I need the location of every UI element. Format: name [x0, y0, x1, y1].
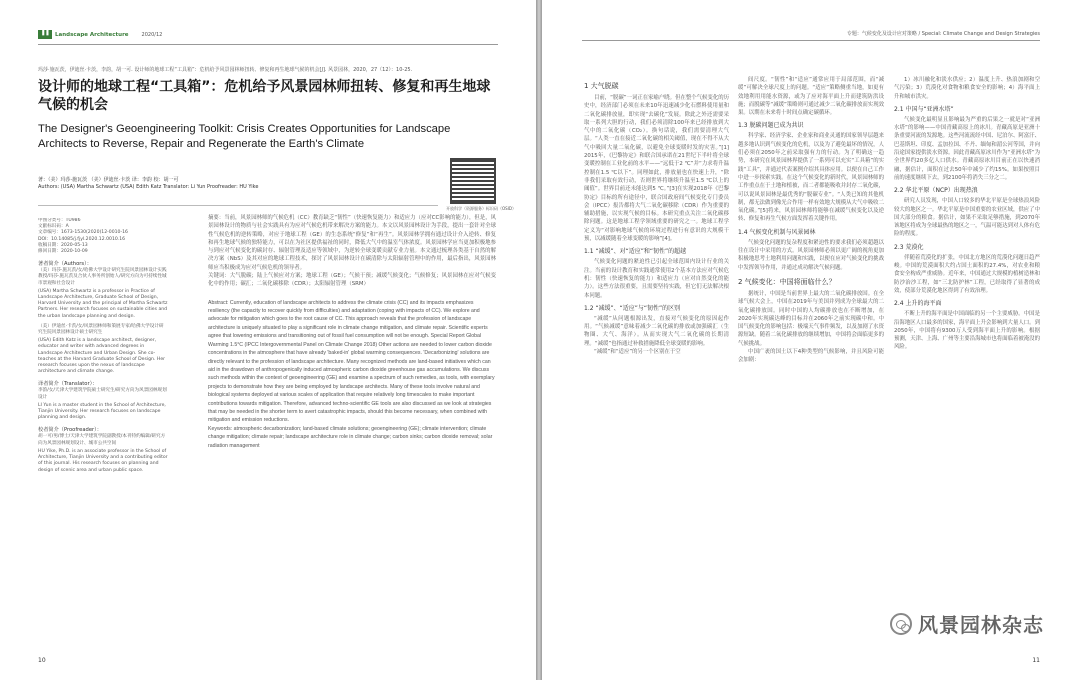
body-paragraph: 间尺度。“韧性”和“适应”通常应用于局部范围，而“减缓”可解决全球尺度上的问题。“适应”策略侧重当地，如更有效地利用用能水资源，或为了应对海平面上升而建筑防洪设施；而脱碳等“减缓”策略则可通过减少二氧化碳排放而实现效果。以期在未来将十时间点确定碳循环。 [738, 77, 884, 117]
translator-bio-zh: 李韵/女/天津大学建筑学院硕士研究生/研究方向为风景园林规划设计 [38, 388, 167, 400]
body-paragraph: 气候变化问题的紧迫性已引起全球范围内设计行业的关注。当前的设计教育和实践通常使用2个基本方法应对气候危机：韧性（快速恢复的能力）和适应力（应对自然变化的能力）。这些方法很重要，且需要坚持实践，但它们无法解决根本问题。 [584, 259, 729, 299]
article-sidebar [38, 218, 168, 648]
body-column-1 [584, 76, 729, 648]
abstract-zh: 摘要：当前，风景园林师的气候危机（CC）教育缺乏“韧性”（快速恢复能力）和适应力（应对CC影响的能力），但是，风景园林设计的物质与社会实践具有为应对气候危机带来解决方案的能力。本文以风景园林设计为手段，提出一套针对全球性气候危机的逆转策略，对应于地球工程（GE）的生态系统“修复”和“再生”。风景园林学拥有通过设计介入逆转、修复和再生地球气候的独特能力，可以在为社区提供福祉的同时，降低大气中的温室气体浓度。风景园林学应当更加积极地参与到应对气候变化的碳封存、辐射管理及适应等领域中，为逆转全球变暖贡献专业力量。本文通过梳理各类基于自然的解决方案（NbS）及其对应的地球工程技术，探讨了风景园林设计在碳清除与太阳辐射管理中的作用，最后指出，风景园林师应当积极成为应对气候危机的领导者。 [208, 215, 496, 271]
author1-bio-zh: （美）玛莎·施瓦茨/女/哈佛大学设计研究生院风景园林设计实践教授/玛莎·施瓦茨及合伙人事务所创始人/研究方向为可持续性城市景观和社会设计 [38, 268, 167, 286]
article-meta-item: 收稿日期：2020-05-13 [38, 242, 88, 248]
journal-logo [38, 30, 162, 39]
title-rule [38, 205, 438, 206]
article-meta-item: DOI：10.14085/j.fjyl.2020.12.0010.16 [38, 236, 126, 242]
subsection-heading: 2.3 荒漠化 [894, 243, 924, 251]
article-meta-item: 文献标识码：A [38, 224, 69, 230]
body-paragraph: 气候变化问题的复杂程度和紧迫性的要求我们必须超越以往在设计中采用的方式。风景园林师必须以更广阔的视角更加积极地思考土地利用问题和实践，以便在应对气候变化的挑战中发挥领导作用，并通过成功解决气候问题。 [738, 239, 884, 271]
keywords-en: Keywords: atmospheric decarbonization; land-based climate solutions; geoengineering (GE); climate intervention; climate change mitigation; climate repair; landscape architecture role in climate change; carbon sinks; carbon dioxide removal; solar radiation management [208, 425, 493, 449]
qr-caption: 开放科学（资源服务）标识码（OSID） [446, 206, 516, 211]
subsection-heading: 2.4 上升的海平面 [894, 300, 942, 308]
wechat-watermark [890, 609, 1044, 638]
running-header: 专题：气候变化及设计应对策略 / Special: Climate Change and Design Strategies [846, 31, 1040, 37]
body-paragraph: 科学家、经济学家、企业家和商业灵通的国家领导层越来越多地认识到气候变化的危机，以及为了避免最坏的情况，人们必须在2050年之前采取强有力的行动。为了明确这一趋势，本研究在风景园林界提供了一系列可以充实“工具箱”的实践“工具”，并通过代表案例介绍其具体应用。以便在自己工作中进一步探索实践。在这个气候变化的新时代，风景园林师的工作重点在于土地和植被，而二者都能吸收并封存二氧化碳，可以说风景园林是最优秀的“脱碳专业”。“人类已知的其他机制，都无法做到像光合作用一样有效地大规模从大气中吸收二氧化碳。”[5]将来，风景园林师将能够在减缓气候变化以及逆转、修复和再生气候方面发挥着关键作用。 [738, 133, 884, 223]
subsection-heading: 1.3 脱碳问题已成为共识 [738, 122, 804, 130]
translator-bio-en: LI Yun is a master student in the School of Architecture, Tianjin University. Her research focuses on landscape planning and design. [38, 402, 166, 421]
body-paragraph: “减缓”从问题根源出发，直接对气候变化的原因起作用。“气候减缓”意味着减少二氧化碳的排放或加强碳汇（生物圈、大气、海洋）。从而实现大气二氧化碳的长期清理。“减缓”也指通过补救措施降低全球变暖的影响。 [584, 315, 729, 347]
citation-line: 玛莎·施瓦茨，伊迪丝·卡茨，李韵，胡一可. 设计师的地球工程“工具箱”：危机给予风景园林师扭转、修复和再生地球气候的机会[J]. 风景园林，2020，27（12）：10-25. [38, 67, 413, 73]
journal-name: Landscape Architecture [55, 31, 129, 38]
keywords-zh: 关键词：大气脱碳；陆上气候应对方案；地球工程（GE）；气候干预；减缓气候变化；气候修复；风景园林在应对气候变化中的作用；碳汇；二氧化碳移除（CDR）；太阳辐射管理（SRM） [208, 273, 496, 288]
proofreader-bio-en: HU Yike, Ph.D. is an associate professor in the School of Architecture, Tianjin University and a contributing editor of this journal. His research focuses on planning and design of scenic area and urban public space. [38, 448, 168, 473]
body-paragraph: 中国广袤的国土以下4种类型的气候影响，并且风险可能会加剧： [738, 349, 884, 364]
body-column-2 [738, 76, 884, 648]
header-rule-right [582, 40, 1040, 41]
translator-heading: 译者简介（Translator）： [38, 381, 98, 388]
authors-en: Authors: (USA) Martha Schwartz (USA) Edith Katz Translator: Li Yun Proofreader: HU Yike [38, 184, 259, 190]
watermark-text: 风景园林杂志 [918, 613, 1044, 637]
right-page [542, 0, 1080, 680]
article-meta-item: 文章编号：1673-1530(2020)12-0010-16 [38, 230, 128, 236]
article-meta-item: 中图分类号：TU986 [38, 218, 81, 223]
abstract-block [208, 214, 496, 654]
body-paragraph: 1）冰川融化和淡水供应；2）温度上升、热浪加剧和空气污染；3）荒漠化对食物和粮食安全的影响；4）海平面上升和城市洪灾。 [894, 77, 1040, 100]
body-paragraph: 目前，“脱碳”一词正在家喻户晓。但在整个气候变化的历史中，经济部门必须在未来10年迅速减少化石燃料使用量和二氧化碳排放量，即实现“去碳化”发展。除此之外还需要采取一系列大胆的行动，我们必须清除100年来已经排放到大气中的二氧化碳（CO₂）。换句话说，我们需要清理大气层。“人类一直在接近二氧化碳的相关阈值，现在不得不从大气中吸回大量二氧化碳，以避免全球变暖时发的灾害。”[1] 2015年，《巴黎协定》和联合国承诺在21世纪下半叶将全球变暖控制在工业化前的水平——“远低于2 ℃”并“力求将升温控制在1.5 ℃以下”。同理如此，排放量也在快速上升，“除非我们采取有效行动，否则世界将继续升温至1.5 ℃以上的阈值”。世界目前还未能达到5 ℃。”[3]在实现2018年《巴黎协定》目标的所有途径中，联合国政府间气候变化专门委员会（IPCC）报告都将大气二氧化碳移除（CDR）作为重要的辅助措施，以实现气候的目标。本研究重点关注二氧化碳移除问题。这是地球工程学领域重要的研究之一。地球工程学定义为“对影响地球气候的环境过程进行有意识的大规模干预，以减缓随着全球变暖的影响”[4]。 [584, 95, 729, 243]
body-paragraph: “减缓”和“适应”的另一个区别在于空 [594, 349, 681, 356]
journal-logo-icon [38, 30, 52, 39]
subsection-heading: 1.4 气候变化机制与风景园林 [738, 228, 816, 236]
proofreader-heading: 校者简介（Proofreader）： [38, 427, 102, 434]
subsection-heading: 1.2 “减缓”、“适应”与“韧性”的区别 [584, 304, 681, 312]
body-paragraph: 研究人员发现，中国人口较多的华北平原是全球热浪风险较大的地区之一。华北平原是中国重要的农业区域，供应了中国大部分的粮食。据估计，如果不采取足够措施，到2070年该地区将成为全球最热的地区之一，气温可能达到对人体有危险的程度。 [894, 198, 1040, 238]
title-en: The Designer's Geoengineering Toolkit: Crisis Creates Opportunities for Landscape Architects to Reverse, Repair and Regenerate the Earth's Climate [38, 123, 451, 150]
article-meta [38, 218, 168, 255]
author2-bio-en: (USA) Edith Katz is a landscape architect, designer, educator and writer with advanced degrees in Landscape Architecture and Urban Design. She co-teaches at the Harvard Graduate School of Design. Her research focuses upon the nexus of landscape architecture and climate change. [38, 338, 166, 375]
wechat-icon [890, 613, 912, 635]
article-meta-item: 修回日期：2020-10-09 [38, 249, 88, 255]
title-zh: 设计师的地球工程“工具箱”：危机给予风景园林师扭转、修复和再生地球气候的机会 [38, 79, 491, 113]
body-paragraph: 据统计，中国是当前世界上最大的二氧化碳排放国。在全球气候大会上，中国在2019年与美国并列成为全球最大的二氧化碳排放国。同时中国的人均碳排放也在不断增加，在2020年实现碳达峰的目标并在2060年之前实现碳中和。中国气候变化的影响包括：极端天气事件频发，以及加剧了水资源短缺。随着二氧化碳排放的继续增加，中国将会面临更多的气候挑战。 [738, 290, 884, 347]
qr-code [450, 158, 496, 204]
subsection-heading: 2.2 华北平原（NCP）出现热浪 [894, 187, 978, 195]
body-paragraph: 不断上升的海平面是中国面临的另一个主要威胁。中国是沿海地区人口最多的国家，海平面上升会影响到大量人口。到2050年，中国将有9300万人受到海平面上升的影响。根据预测，天津、上海、广州等主要沿海城市也将面临着被淹没的风险。 [894, 311, 1040, 351]
body-column-3 [894, 76, 1040, 648]
subsection-heading: 1.1 “减缓”、对“适应”和“韧性”的超越 [584, 248, 687, 256]
body-paragraph: 伴随着荒漠化的扩张，中国北方地区的荒漠化问题日趋严峻。中国的荒漠面积大约占国土面积的27.4%，对农业和粮食安全构成严重威胁。近年来，中国通过大规模的植树造林和防沙治沙工程，如“三北防护林”工程，已经取得了显著的成效，使部分荒漠化地区得到了有效治理。 [894, 254, 1040, 294]
authors-heading: 著者简介（Authors）： [38, 261, 92, 268]
abstract-en: Abstract: Currently, education of landscape architects to address the climate crisis (CC) and its impacts emphasizes resiliency (the capacity to recover quickly from difficulties) and adaptation (coping with impacts of CC). We explore and advocate for mitigation which goes to the root cause of CC. This approach reveals that the profession of landscape architecture is uniquely situated to play a significant role in climate change mitigation, and climate repair. Scientific experts agree that lowering emissions and transitioning out of fossil fuel consumption will not be enough. Special Report Global Warming 1.5°C (IPCC Intergovernmental Panel on Climate Change 2018) Other actions are needed to lower carbon dioxide concentrations in the atmosphere that have already 'baked-in' global warming consequences. 'Decarbonizing' solutions are directly relevant to the profession of landscape architecture. Many recognized methods are land-based initiatives which can aid in the drawdown of anthropogenically induced atmospheric carbon dioxide greenhouse gas accumulations. We discuss such methods within the context of geoengineering (GE) and examine a spectrum of such remedies, as tools, with exemplary projects to demonstrate how they are being employed by landscape architects. Many of these tools involve natural and biological systems deployed at various scales of application that require relatively long timescales to make important contributions towards mitigation. Therefore, advanced techno-scientific GE tools are also discussed as we look at strategies that may be needed in the shorter term to avert catastrophic impacts, should this become necessary, when combined with mitigation and emission reductions. [208, 299, 495, 424]
section-heading: 2 气候变化：中国将面临什么？ [738, 277, 836, 286]
proofreader-bio-zh: 胡一可/男/博士/天津大学建筑学院副教授/本刊特约编辑/研究方向为风景园林规划设计、城市公共空间 [38, 434, 166, 446]
authors-zh: 著：（美）玛莎·施瓦茨 （美）伊迪丝·卡茨 译：李韵 校：胡一可 [38, 177, 179, 183]
section-heading: 1 大气脱碳 [584, 82, 619, 90]
subsection-heading: 2.1 中国与“亚洲水塔” [894, 105, 954, 113]
left-page [0, 0, 536, 680]
page-number-right: 11 [1032, 657, 1040, 664]
header-rule [38, 44, 498, 45]
page-number-left: 10 [38, 657, 46, 664]
author2-bio-zh: （美）伊迪丝·卡茨/女/风景园林师和策展专家/哈佛大学设计研究生院风景园林设计硕士研究生 [38, 323, 164, 336]
author1-bio-en: (USA) Martha Schwartz is a professor in Practice of Landscape Architecture, Graduate School of Design, Harvard University and the principal of Martha Schwartz Partners. Her research focuses on sustainable cities and the urban landscape planning and design. [38, 288, 168, 319]
issue-label: 2020/12 [141, 31, 163, 38]
body-paragraph: 气候变化最明显且影响最为严重的后果之一就是对“亚洲水塔”的影响——中国青藏高原上的冰川。青藏高原是亚洲十条重要河流的发源地。这些河流流经中国、尼泊尔、阿富汗、巴基斯坦、印度、孟加拉国、不丹、缅甸和湄公河等国，并向沿途国家提供淡水资源。因此青藏高原冰川作为“亚洲水塔”为全世界约20多亿人口供水。青藏高原冰川目前正在以快速消融，据估计，面积在过去50年中减少了约15%。如果按照目前的速度继续下去，到2100年将消失三分之二。 [894, 116, 1040, 181]
